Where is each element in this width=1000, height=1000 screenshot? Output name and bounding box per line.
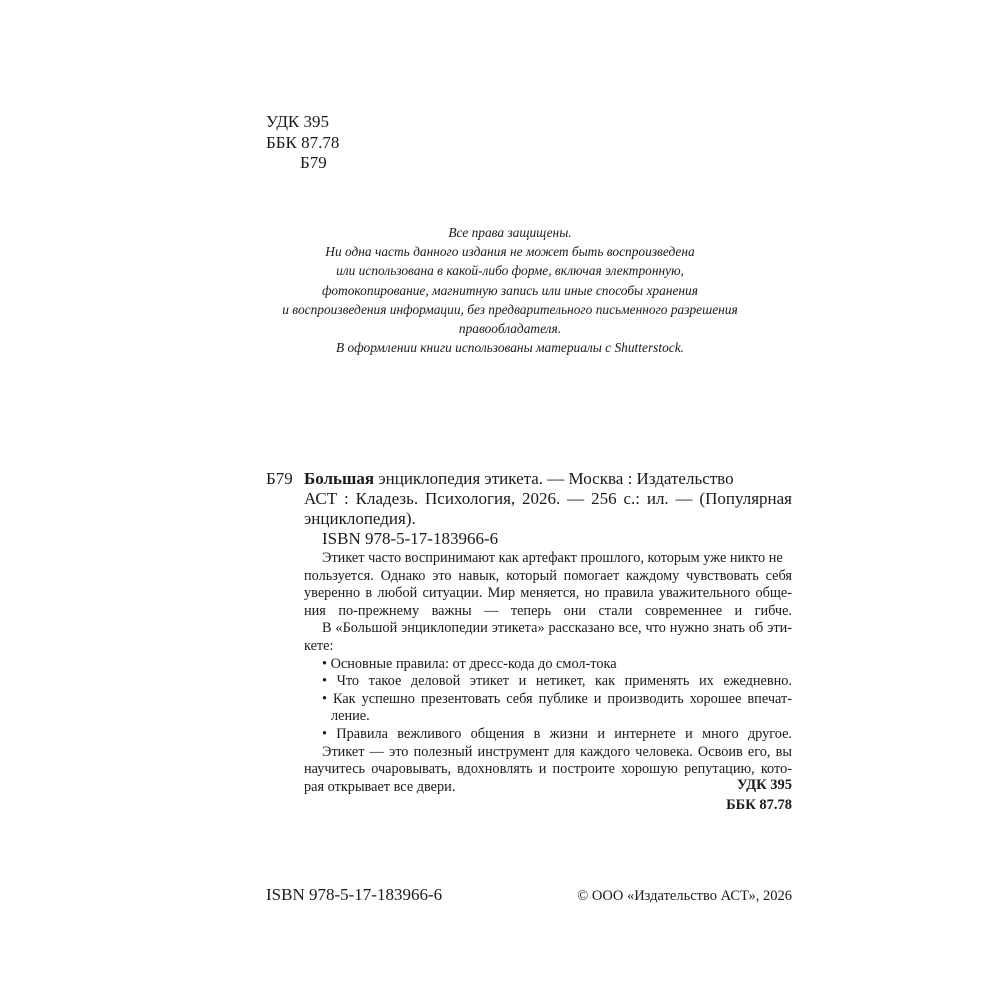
annotation-line: ния по-прежнему важны — теперь они стали современнее и гибче.: [304, 602, 792, 619]
annotation-line: пользуется. Однако это навык, который помогает каждому чувствовать себя: [304, 567, 792, 584]
bbk-code: ББК 87.78: [266, 132, 340, 152]
annotation-line: уверенно в любой ситуации. Мир меняется, но правила уважительного обще-: [304, 585, 792, 602]
annotation-bullet: • Правила вежливого общения в жизни и интернете и много другое.: [322, 725, 792, 742]
annotation-bullet-continuation: ление.: [331, 708, 370, 725]
rights-line: и воспроизведения информации, без предварительного письменного разрешения: [282, 301, 738, 317]
annotation-line: кете:: [304, 637, 334, 654]
footer-isbn: ISBN 978-5-17-183966-6: [266, 885, 443, 904]
classification-right: [640, 775, 792, 815]
rights-line: правообладателя.: [458, 321, 562, 337]
annotation-line: Этикет — это полезный инструмент для каждого человека. Освоив его, вы: [322, 743, 792, 760]
annotation-bullet: • Что такое деловой этикет и нетикет, как применять их ежедневно.: [322, 673, 792, 690]
author-code: Б79: [300, 153, 327, 172]
rights-line: фотокопирование, магнитную запись или иные способы хранения: [322, 282, 698, 298]
rights-line: или использована в какой-либо форме, включая электронную,: [336, 263, 684, 279]
catalog-author-code: Б79: [266, 469, 293, 488]
udk-code-right: УДК 395: [736, 777, 792, 793]
annotation-line: рая открывает все двери.: [304, 778, 456, 795]
annotation-line: Этикет часто воспринимают как артефакт прошлого, которым уже никто не: [322, 550, 783, 566]
catalog-line: энциклопедия).: [304, 509, 416, 528]
annotation-bullet: • Основные правила: от дресс-кода до смол-тока: [322, 655, 617, 672]
annotation-bullet: • Как успешно презентовать себя публике и производить хорошее впечат-: [322, 690, 792, 707]
annotation-line: научитесь очаровывать, вдохновлять и построите хорошую репутацию, кото-: [304, 761, 792, 778]
annotation: [304, 550, 792, 796]
bbk-code-right: ББК 87.78: [726, 797, 792, 813]
rights-notice: [250, 223, 770, 357]
rights-line: Все права защищены.: [448, 225, 572, 240]
catalog-title-rest: энциклопедия этикета. — Москва : Издательство: [378, 469, 734, 488]
catalog-line: [304, 469, 792, 489]
classification-block: [266, 112, 339, 174]
rights-line: В оформлении книги использованы материалы с Shutterstock.: [335, 340, 685, 356]
footer-copyright: © ООО «Издательство АСТ», 2026: [577, 888, 792, 904]
rights-line: Ни одна часть данного издания не может быть воспроизведена: [325, 244, 695, 260]
catalog-line: АСТ : Кладезь. Психология, 2026. — 256 с.: ил. — (Популярная: [304, 489, 792, 508]
udk-code: УДК 395: [266, 112, 330, 131]
catalog-record: [304, 469, 792, 529]
catalog-isbn: ISBN 978-5-17-183966-6: [322, 529, 499, 548]
annotation-line: В «Большой энциклопедии этикета» рассказано все, что нужно знать об эти-: [322, 620, 792, 637]
catalog-title-bold: Большая: [304, 469, 375, 488]
